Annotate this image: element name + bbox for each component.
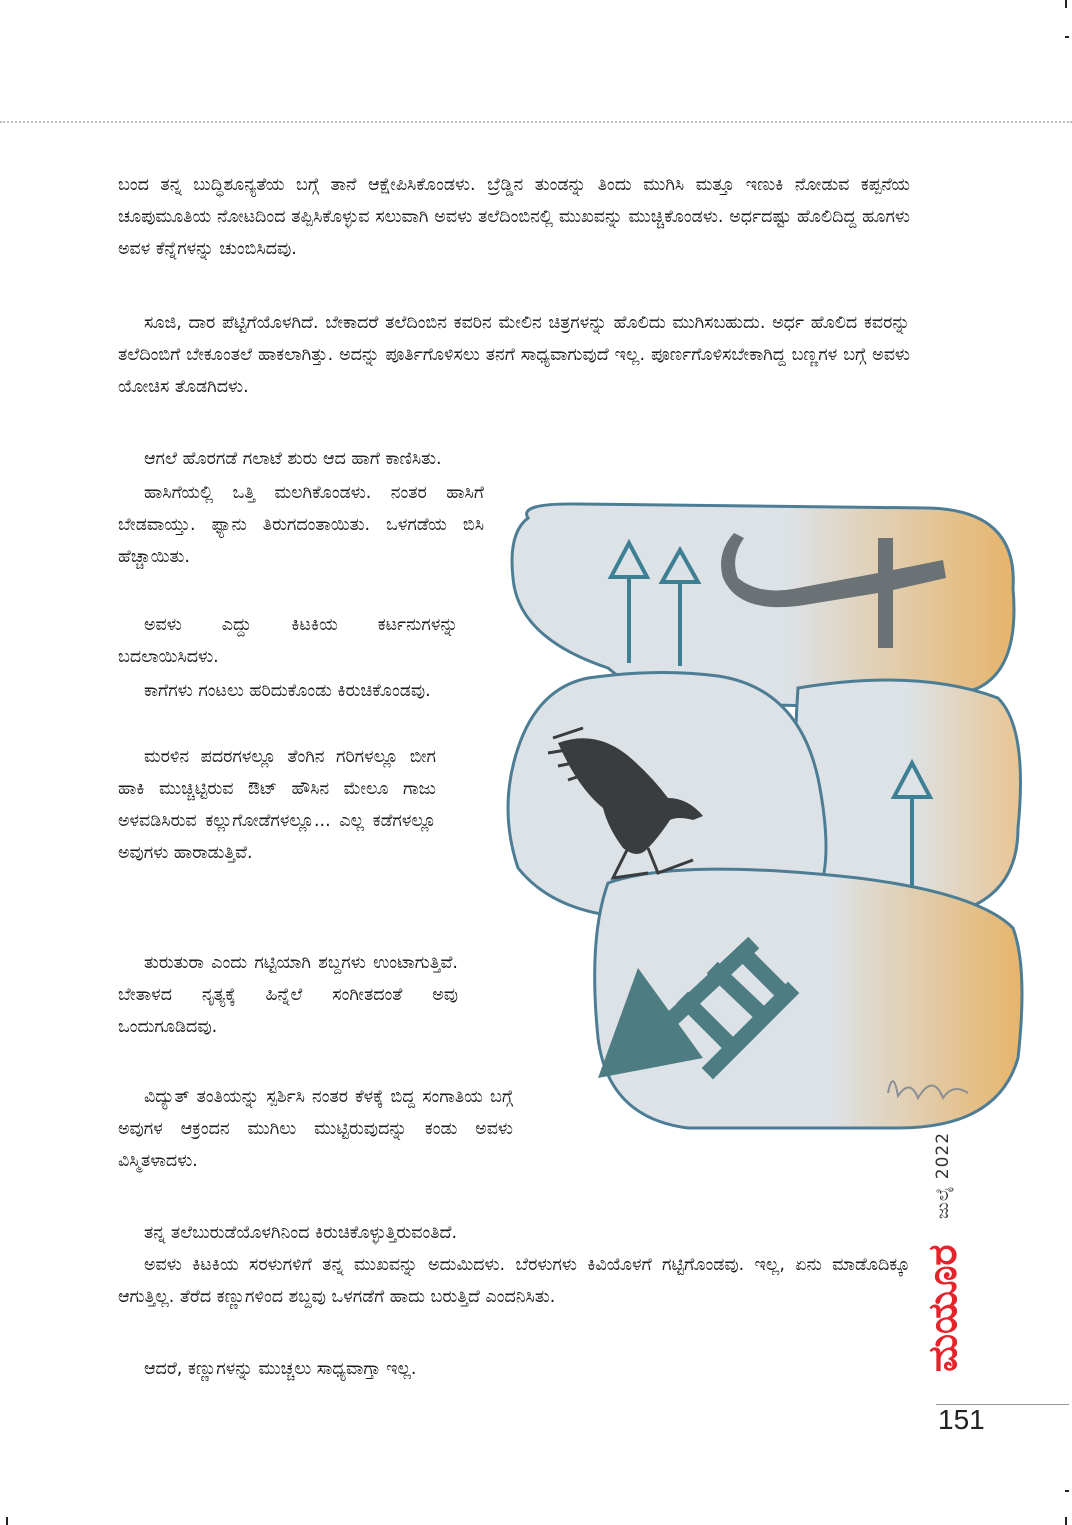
paragraph: ತನ್ನ ತಲೆಬುರುಡೆಯೊಳಗಿನಿಂದ ಕಿರುಚಿಕೊಳ್ಳುತ್ತಿರುವಂತಿದೆ. [144, 1223, 458, 1243]
page-number: 151 [938, 1404, 985, 1435]
paragraph: ಮರಳಿನ ಪದರಗಳಲ್ಲೂ ತೆಂಗಿನ ಗರಿಗಳಲ್ಲೂ ಬೀಗ ಹಾಕಿ ಮುಚ್ಚಿಟ್ಟಿರುವ ಔಟ್ ಹೌಸಿನ ಮೇಲೂ ಗಾಜು ಅಳವಡಿಸಿರುವ ಕಲ್ಲುಗೋಡೆಗಳಲ್ಲೂ... ಎಲ್ಲ ಕಡೆಗಳಲ್ಲೂ ಅವುಗಳು ಹಾರಾಡುತ್ತಿವೆ. [118, 747, 436, 863]
paragraph: ಆದರೆ, ಕಣ್ಣುಗಳನ್ನು ಮುಚ್ಚಲು ಸಾಧ್ಯವಾಗ್ತಾ ಇಲ್ಲ. [144, 1359, 417, 1379]
crop-mark [6, 1517, 8, 1525]
crop-mark [1065, 0, 1067, 8]
paragraph: ಆಗಲೆ ಹೊರಗಡೆ ಗಲಾಟೆ ಶುರು ಆದ ಹಾಗೆ ಕಾಣಿಸಿತು. [144, 449, 442, 469]
crop-mark [1065, 1517, 1067, 1525]
paragraph: ತುರುತುರಾ ಎಂದು ಗಟ್ಟಿಯಾಗಿ ಶಬ್ದಗಳು ಉಂಟಾಗುತ್ತಿವೆ. ಬೇತಾಳದ ನೃತ್ಯಕ್ಕೆ ಹಿನ್ನೆಲೆ ಸಂಗೀತದಂತೆ ಅವು ಒಂದುಗೂಡಿದವು. [118, 953, 458, 1037]
issue-date: ಜುಲೈ 2022 [933, 1131, 953, 1219]
paragraph: ವಿದ್ಯುತ್ ತಂತಿಯನ್ನು ಸ್ಪರ್ಶಿಸಿ ನಂತರ ಕೆಳಕ್ಕೆ ಬಿದ್ದ ಸಂಗಾತಿಯ ಬಗ್ಗೆ ಅವುಗಳ ಆಕ್ರಂದನ ಮುಗಿಲು ಮುಟ್ಟಿರುವುದನ್ನು ಕಂಡು ಅವಳು ವಿಸ್ಮಿತಳಾದಳು. [118, 1087, 513, 1171]
paragraph: ಬಂದ ತನ್ನ ಬುದ್ಧಿಶೂನ್ಯತೆಯ ಬಗ್ಗೆ ತಾನೆ ಆಕ್ಷೇಪಿಸಿಕೊಂಡಳು. ಬ್ರೆಡ್ಡಿನ ತುಂಡನ್ನು ತಿಂದು ಮುಗಿಸಿ ಮತ್ತೂ ಇಣುಕಿ ನೋಡುವ ಕಪ್ಪನೆಯ ಚೂಪುಮೂತಿಯ ನೋಟದಿಂದ ತಪ್ಪಿಸಿಕೊಳ್ಳುವ ಸಲುವಾಗಿ ಅವಳು ತಲೆದಿಂಬಿನಲ್ಲಿ ಮುಖವನ್ನು ಮುಚ್ಚಿಕೊಂಡಳು. ಅರ್ಧದಷ್ಟು ಹೊಲಿದಿದ್ದ ಹೂಗಳು ಅವಳ ಕೆನ್ನೆಗಳನ್ನು ಚುಂಬಿಸಿದವು. [118, 175, 910, 259]
paragraph: ಕಾಗೆಗಳು ಗಂಟಲು ಹರಿದುಕೊಂಡು ಕಿರುಚಿಕೊಂಡವು. [144, 681, 431, 701]
crop-mark [1065, 1490, 1069, 1492]
magazine-logo: ಮಯೂರ [920, 1244, 966, 1372]
crop-mark [1065, 36, 1069, 38]
paragraph: ಅವಳು ಎದ್ದು ಕಿಟಕಿಯ ಕರ್ಟನುಗಳನ್ನು ಬದಲಾಯಿಸಿದಳು. [118, 615, 458, 667]
paragraph: ಹಾಸಿಗೆಯಲ್ಲಿ ಒತ್ತಿ ಮಲಗಿಕೊಂಡಳು. ನಂತರ ಹಾಸಿಗೆ ಬೇಡವಾಯ್ತು. ಫ್ಯಾನು ತಿರುಗದಂತಾಯಿತು. ಒಳಗಡೆಯ ಬಿಸಿ ಹೆಚ್ಚಾಯಿತು. [118, 483, 484, 567]
dotted-divider [0, 121, 1072, 123]
paragraph: ಸೂಜಿ, ದಾರ ಪೆಟ್ಟಿಗೆಯೊಳಗಿದೆ. ಬೇಕಾದರೆ ತಲೆದಿಂಬಿನ ಕವರಿನ ಮೇಲಿನ ಚಿತ್ರಗಳನ್ನು ಹೊಲಿದು ಮುಗಿಸಬಹುದು. ಅರ್ಧ ಹೊಲಿದ ಕವರನ್ನು ತಲೆದಿಂಬಿಗೆ ಬೇಕೂಂತಲೆ ಹಾಕಲಾಗಿತ್ತು. ಅದನ್ನು ಪೂರ್ತಿಗೊಳಿಸಲು ತನಗೆ ಸಾಧ್ಯವಾಗುವುದೆ ಇಲ್ಲ. ಪೂರ್ಣಗೊಳಿಸಬೇಕಾಗಿದ್ದ ಬಣ್ಣಗಳ ಬಗ್ಗೆ ಅವಳು ಯೋಚಿಸ ತೊಡಗಿದಳು. [118, 313, 910, 397]
stones-illustration [498, 498, 1038, 1148]
paragraph: ಅವಳು ಕಿಟಕಿಯ ಸರಳುಗಳಿಗೆ ತನ್ನ ಮುಖವನ್ನು ಅದುಮಿದಳು. ಬೆರಳುಗಳು ಕಿವಿಯೊಳಗೆ ಗಟ್ಟಿಗೊಂಡವು. ಇಲ್ಲ, ಏನು ಮಾಡೊದಿಕ್ಕೂ ಆಗುತ್ತಿಲ್ಲ. ತೆರೆದ ಕಣ್ಣುಗಳಿಂದ ಶಬ್ದವು ಒಳಗಡೆಗೆ ಹಾದು ಬರುತ್ತಿದೆ ಎಂದನಿಸಿತು. [118, 1255, 910, 1307]
